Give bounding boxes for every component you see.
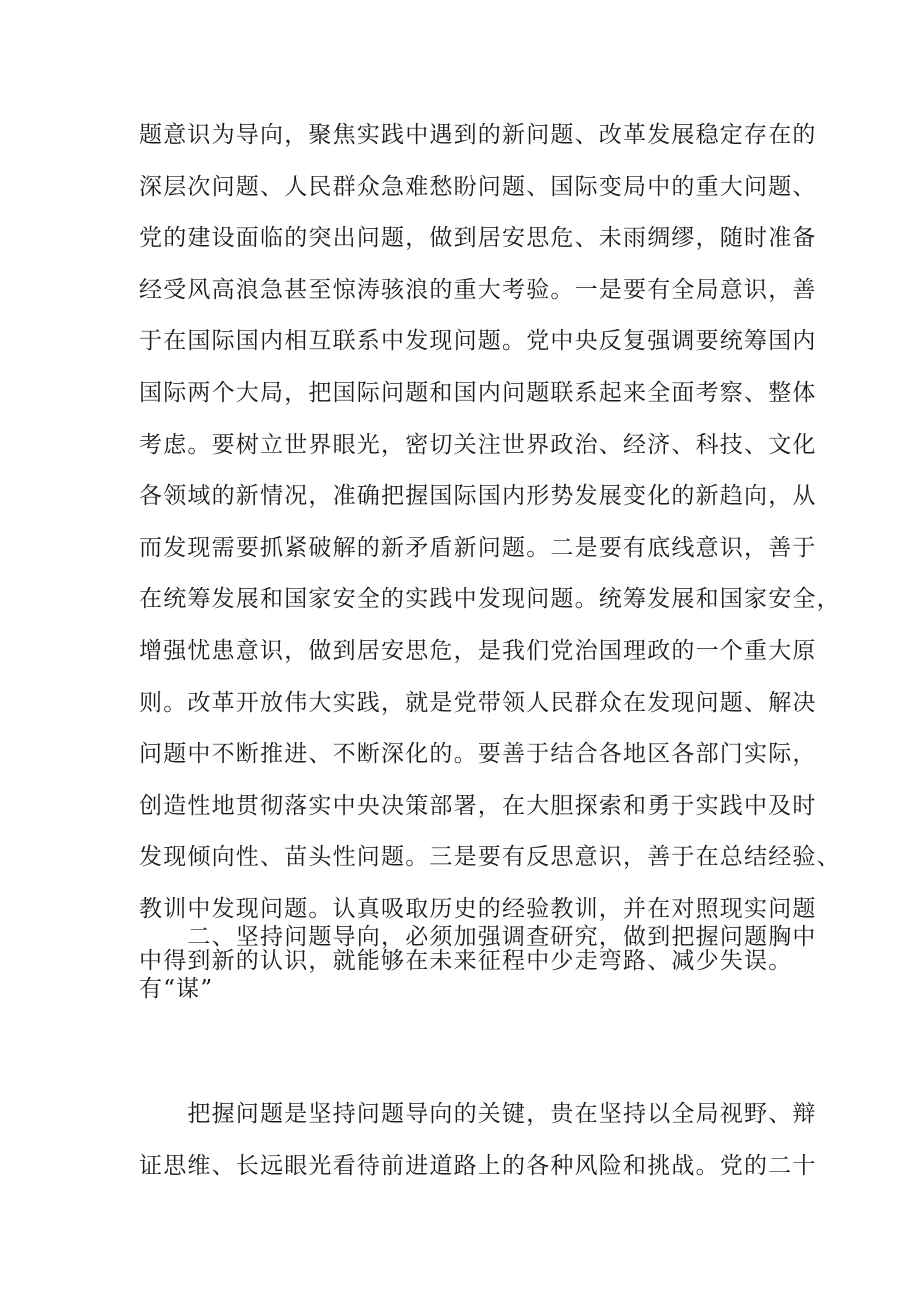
paragraph-line: 则。改革开放伟大实践，就是党带领人民群众在发现问题、解决 [139, 689, 817, 716]
paragraph-line: 而发现需要抓紧破解的新矛盾新问题。二是要有底线意识，善于 [139, 534, 817, 561]
paragraph-line: 在统筹发展和国家安全的实践中发现问题。统筹发展和国家安全， [139, 586, 841, 613]
paragraph-line: 增强忧患意识，做到居安思危，是我们党治国理政的一个重大原 [139, 637, 817, 664]
paragraph-line: 各领域的新情况，准确把握国际国内形势发展变化的新趋向，从 [139, 483, 817, 510]
paragraph-line: 党的建设面临的突出问题，做到居安思危、未雨绸缪，随时准备 [139, 225, 817, 252]
paragraph-line: 教训中发现问题。认真吸取历史的经验教训，并在对照现实问题 [139, 895, 817, 922]
paragraph-line: 于在国际国内相互联系中发现问题。党中央反复强调要统筹国内 [139, 328, 817, 355]
paragraph-line: 发现倾向性、苗头性问题。三是要有反思意识，善于在总结经验、 [139, 844, 841, 871]
paragraph-line: 题意识为导向，聚焦实践中遇到的新问题、改革发展稳定存在的 [139, 122, 817, 148]
heading-line: 有“谋” [139, 975, 214, 1002]
paragraph-line: 中得到新的认识，就能够在未来征程中少走弯路、减少失误。 [139, 947, 793, 974]
paragraph-line: 深层次问题、人民群众急难愁盼问题、国际变局中的重大问题、 [139, 173, 817, 200]
paragraph-line: 国际两个大局，把国际问题和国内问题联系起来全面考察、整体 [139, 379, 817, 406]
body-paragraph [139, 1089, 817, 1192]
paragraph-line: 创造性地贯彻落实中央决策部署，在大胆探索和勇于实践中及时 [139, 792, 817, 819]
heading-line: 二、坚持问题导向，必须加强调查研究，做到把握问题胸中 [139, 924, 817, 950]
paragraph-line: 考虑。要树立世界眼光，密切关注世界政治、经济、科技、文化 [139, 431, 817, 458]
body-paragraph [139, 110, 841, 987]
paragraph-line: 经受风高浪急甚至惊涛骇浪的重大考验。一是要有全局意识，善 [139, 276, 817, 303]
paragraph-line: 问题中不断推进、不断深化的。要善于结合各地区各部门实际， [139, 741, 817, 768]
section-heading [139, 912, 817, 1015]
paragraph-line: 证思维、长远眼光看待前进道路上的各种风险和挑战。党的二十 [139, 1152, 817, 1179]
paragraph-line: 把握问题是坚持问题导向的关键，贵在坚持以全局视野、辩 [139, 1101, 817, 1127]
